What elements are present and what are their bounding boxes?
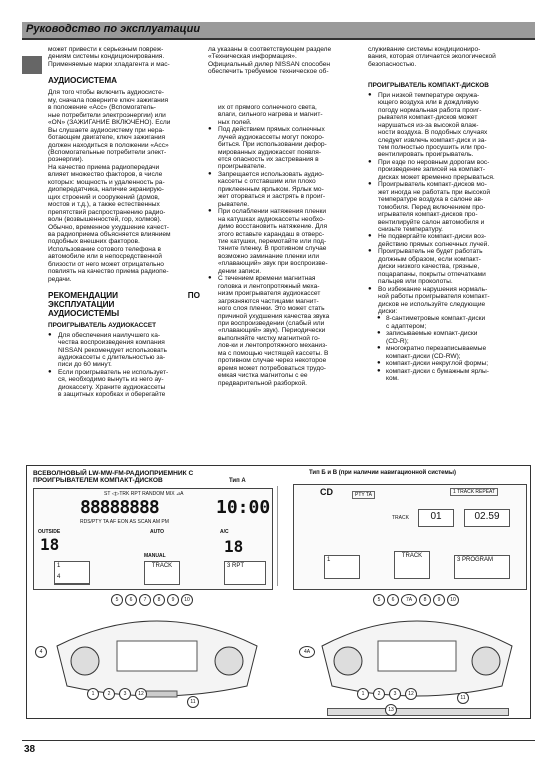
cd-list xyxy=(368,92,523,383)
footer-rule xyxy=(22,740,535,741)
cassette-list xyxy=(48,332,200,399)
cd-slot-b xyxy=(327,708,509,716)
list-item: ● С течением времени магнитная головка и лентопротяжный меха- низм проигрывателя аудиокассет загрязняются частицами магнит- ного слоя пленки. Это может стать причиной ухудшения качества звука при воспроизведении (слабый или «плавающий» звук). Периодически выполняйте чистку магнитной го- лов-ки и лентопротяжного механиз- ма с помощью чистящей кассеты. В противном случае через некоторое время может потребоваться трудо- емкая чистка магнитолы с ее предварительной разборкой. xyxy=(208,275,356,387)
outside-temp-readout: 18 xyxy=(40,535,60,554)
col2-continuation: их от прямого солнечного света, влаги, сильного нагрева и магнит- ных полей. xyxy=(218,103,323,126)
callout: 8 xyxy=(153,594,165,606)
callout: 3 xyxy=(119,688,131,700)
column-2 xyxy=(208,46,356,387)
track-repeat-label: 1 TRACK REPEAT xyxy=(450,488,498,496)
col3-intro: служивание системы кондициониро- вания, которая отличается экологической безопасностью. xyxy=(368,46,496,68)
callout: 1 xyxy=(357,688,369,700)
list-item: ● Запрещается использовать аудио- кассеты с отставшим или плохо приклеенным ярлыком. Ярлык мо- жет оторваться и застрять в проиг- рывателе. xyxy=(208,171,356,208)
callout: 11 xyxy=(457,692,469,704)
col1-intro: может привести к серьезным повреж- дениям системы кондиционирования. Применяемые марки хладагента и мас- xyxy=(48,46,170,68)
callout: 12 xyxy=(405,688,417,700)
tune-knob[interactable] xyxy=(215,647,243,675)
callout: 13 xyxy=(385,704,397,716)
list-item: ● Под действием прямых солнечных лучей аудиокассеты могут покоро- биться. При использовании дефор- мированных аудиокассет появля- ется опасность их застревания в проигрывателе. xyxy=(208,126,356,171)
callout: 9 xyxy=(433,594,445,606)
display-top-labels: ST ◁▷TRK RPT RANDOM MIX ⊿A xyxy=(104,491,184,497)
clock-readout: 10:00 xyxy=(216,497,271,518)
page-header-title: Руководство по эксплуатации xyxy=(26,23,201,35)
list-item: ● При ослаблении натяжения пленки на катушках аудиокассеты необхо- димо восстановить натяжение. Для этого вставьте карандаш в отверс- тие катушки, перемотайте или под- тяните пленку. В противном случае возможно заминание пленки или «плавающий» звук при воспроизве- дении записи. xyxy=(208,208,356,275)
preset-button-1[interactable]: 1 xyxy=(54,561,90,585)
list-item: ● Не подвергайте компакт-диски воз- действию прямых солнечных лучей. xyxy=(368,233,523,248)
callout: 6 xyxy=(125,594,137,606)
ac-label: A/C xyxy=(220,529,229,535)
volume-knob[interactable] xyxy=(71,647,99,675)
list-subitem: ● компакт-диски некруглой формы; xyxy=(368,360,523,367)
side-tab-marker xyxy=(22,56,42,74)
section-title-recommendations: РЕКОМЕНДАЦИИ ПО ЭКСПЛУАТАЦИИ АУДИОСИСТЕМЫ xyxy=(48,291,200,319)
callout: 3 xyxy=(389,688,401,700)
figure-title-a: ВСЕВОЛНОВЫЙ LW-MW-FM-РАДИОПРИЕМНИК С ПРОИГРЫВАТЕЛЕМ КОМПАКТ-ДИСКОВ xyxy=(33,470,194,485)
button-panel xyxy=(378,641,456,671)
callout: 12 xyxy=(135,688,147,700)
figure-type-a-label: Тип А xyxy=(229,478,246,484)
callout: 1 xyxy=(87,688,99,700)
callout: 5 xyxy=(373,594,385,606)
callout: 4 xyxy=(35,646,47,658)
list-item: ● Во избежание нарушения нормаль- ной работы проигрывателя компакт- дисков не используйте следующие диски: xyxy=(368,286,523,316)
head-unit-b xyxy=(312,606,522,706)
figure-type-b-label: Тип Б и В (при наличии навигационной системы) xyxy=(309,470,456,476)
list-item: ● При низкой температуре окружа- ющего воздуха или в дождливую погоду нормальная работа проиг- рывателя компакт-дисков может нарушаться из-за высокой влаж- ности воздуха. В подобных случаях следует извлечь компакт-диск и за- тем полностью просушить или про- вентилировать проигрыватель. xyxy=(368,92,523,159)
frequency-readout: 88888888 xyxy=(80,497,159,518)
track-button[interactable] xyxy=(144,561,180,585)
callout: 8 xyxy=(419,594,431,606)
list-item: ● Проигрыватель не будет работать должным образом, если компакт- диски низкого качества, грязные, поцарапаны, покрыты отпечатками пальцев или проколоты. xyxy=(368,248,523,285)
preset-button-4[interactable]: 4 xyxy=(54,573,90,584)
track-label: TRACK xyxy=(151,563,173,569)
col1-paragraph-1: Для того чтобы включить аудиосисте- му, сначала поверните ключ зажигания в положение «Acc» (Вспомогатель- ные потребители электроэнергии) или «ON» (ЗАЖИГАНИЕ ВКЛЮЧЕНО). Если Вы слушаете аудиосистему при нера- ботающем двигателе, ключ зажигания должен находиться в положении «Acc» (Вспомогательные потребители элект- роэнергии). xyxy=(48,89,171,164)
cassette-list-cont xyxy=(208,126,356,387)
list-subitem: ● записываемые компакт-диски (CD-R); xyxy=(368,330,523,345)
callout: 7 xyxy=(139,594,151,606)
track-number-readout: 01 xyxy=(418,509,454,527)
type-b-display xyxy=(293,484,527,590)
list-subitem: ● 8-сантиметровые компакт-диски с адаптером; xyxy=(368,315,523,330)
callout: 2 xyxy=(373,688,385,700)
column-1 xyxy=(48,46,200,399)
figure-divider xyxy=(277,486,278,586)
section-title-audio: АУДИОСИСТЕМА xyxy=(48,76,118,86)
callout: 5 xyxy=(111,594,123,606)
outside-label: OUTSIDE xyxy=(38,529,61,535)
list-subitem: ● компакт-диски с бумажным ярлы- ком. xyxy=(368,368,523,383)
list-item: ● Для обеспечения наилучшего ка- чества воспроизведения компания NISSAN рекомендует использовать аудиокассеты с длительностью за- писи до 60 минут. xyxy=(48,332,200,369)
page-number: 38 xyxy=(24,744,36,755)
pty-ta-label: PTY TA xyxy=(352,491,375,499)
preset-button-3[interactable]: 3 RPT xyxy=(224,561,266,585)
play-time-readout: 02.59 xyxy=(464,509,510,527)
callout: 2 xyxy=(103,688,115,700)
callout: 9 xyxy=(167,594,179,606)
radio-figure xyxy=(26,465,531,719)
manual-label: MANUAL xyxy=(144,553,166,559)
callout: 11 xyxy=(187,696,199,708)
volume-knob[interactable] xyxy=(334,647,362,675)
col2-intro: ла указаны в соответствующем разделе «Техническая информация». Официальный дилер NISSAN способен обеспечить требуемое техническое об- xyxy=(208,46,332,76)
subheading-cd: ПРОИГРЫВАТЕЛЬ КОМПАКТ-ДИСКОВ xyxy=(368,82,489,90)
callout: 10 xyxy=(181,594,193,606)
type-a-display xyxy=(33,488,273,590)
head-unit-a xyxy=(47,606,267,706)
button-panel xyxy=(117,641,197,671)
track-text-label: TRACK xyxy=(392,515,409,521)
program-button[interactable]: 3 PROGRAM xyxy=(454,555,510,579)
header-rule xyxy=(22,38,535,40)
list-item: ● При езде по неровным дорогам вос- произведение записей на компакт- дисках может временно прерываться. xyxy=(368,159,523,181)
list-item: ● Если проигрыватель не использует- ся, необходимо вынуть из него ау- диокассету. Храните аудиокассеты в защитных коробках и оберегайте xyxy=(48,369,200,399)
track-label: TRACK xyxy=(401,553,423,559)
preset-button-1[interactable]: 1 xyxy=(324,555,360,579)
tune-knob[interactable] xyxy=(472,647,500,675)
col1-paragraph-2: На качество приема радиопередачи влияет множество факторов, в числе которых: мощность и удаленность ра- диопередатчика, наличие экранирую- щих строений и сооружений (домов, мостов и т.д.), а также естественных препятствий распространению радио- волн (возвышенностей, гор, холмов). Обычно, временное ухудшение качест- ва радиоприема объясняется влиянием подобных внешних факторов. Использование сотового телефона в автомобиле или в непосредственной близости от него может отрицательно повлиять на качество приема радиопе- редачи. xyxy=(48,163,171,283)
cd-mode-label: CD xyxy=(320,487,333,497)
callout: 6 xyxy=(387,594,399,606)
track-button[interactable] xyxy=(394,551,430,579)
callout: 4A xyxy=(299,646,315,658)
display-sub-labels: RDS/PTY TA AF EON AS SCAN AM PM xyxy=(80,519,169,525)
list-subitem: ● многократно перезаписываемые компакт-диски (CD-RW); xyxy=(368,345,523,360)
list-item: ● Проигрыватель компакт-дисков мо- жет иногда не работать при высокой температуре воздуха в салоне ав- томобиля. Перед включением про- игрывателя компакт-дисков про- вентилируйте салон автомобиля и снизьте температуру. xyxy=(368,181,523,233)
callout: 7A xyxy=(401,594,417,606)
column-3 xyxy=(368,46,523,382)
auto-label: AUTO xyxy=(150,529,165,535)
cabin-temp-readout: 18 xyxy=(224,537,244,556)
subheading-cassette: ПРОИГРЫВАТЕЛЬ АУДИОКАССЕТ xyxy=(48,322,156,330)
callout: 10 xyxy=(447,594,459,606)
